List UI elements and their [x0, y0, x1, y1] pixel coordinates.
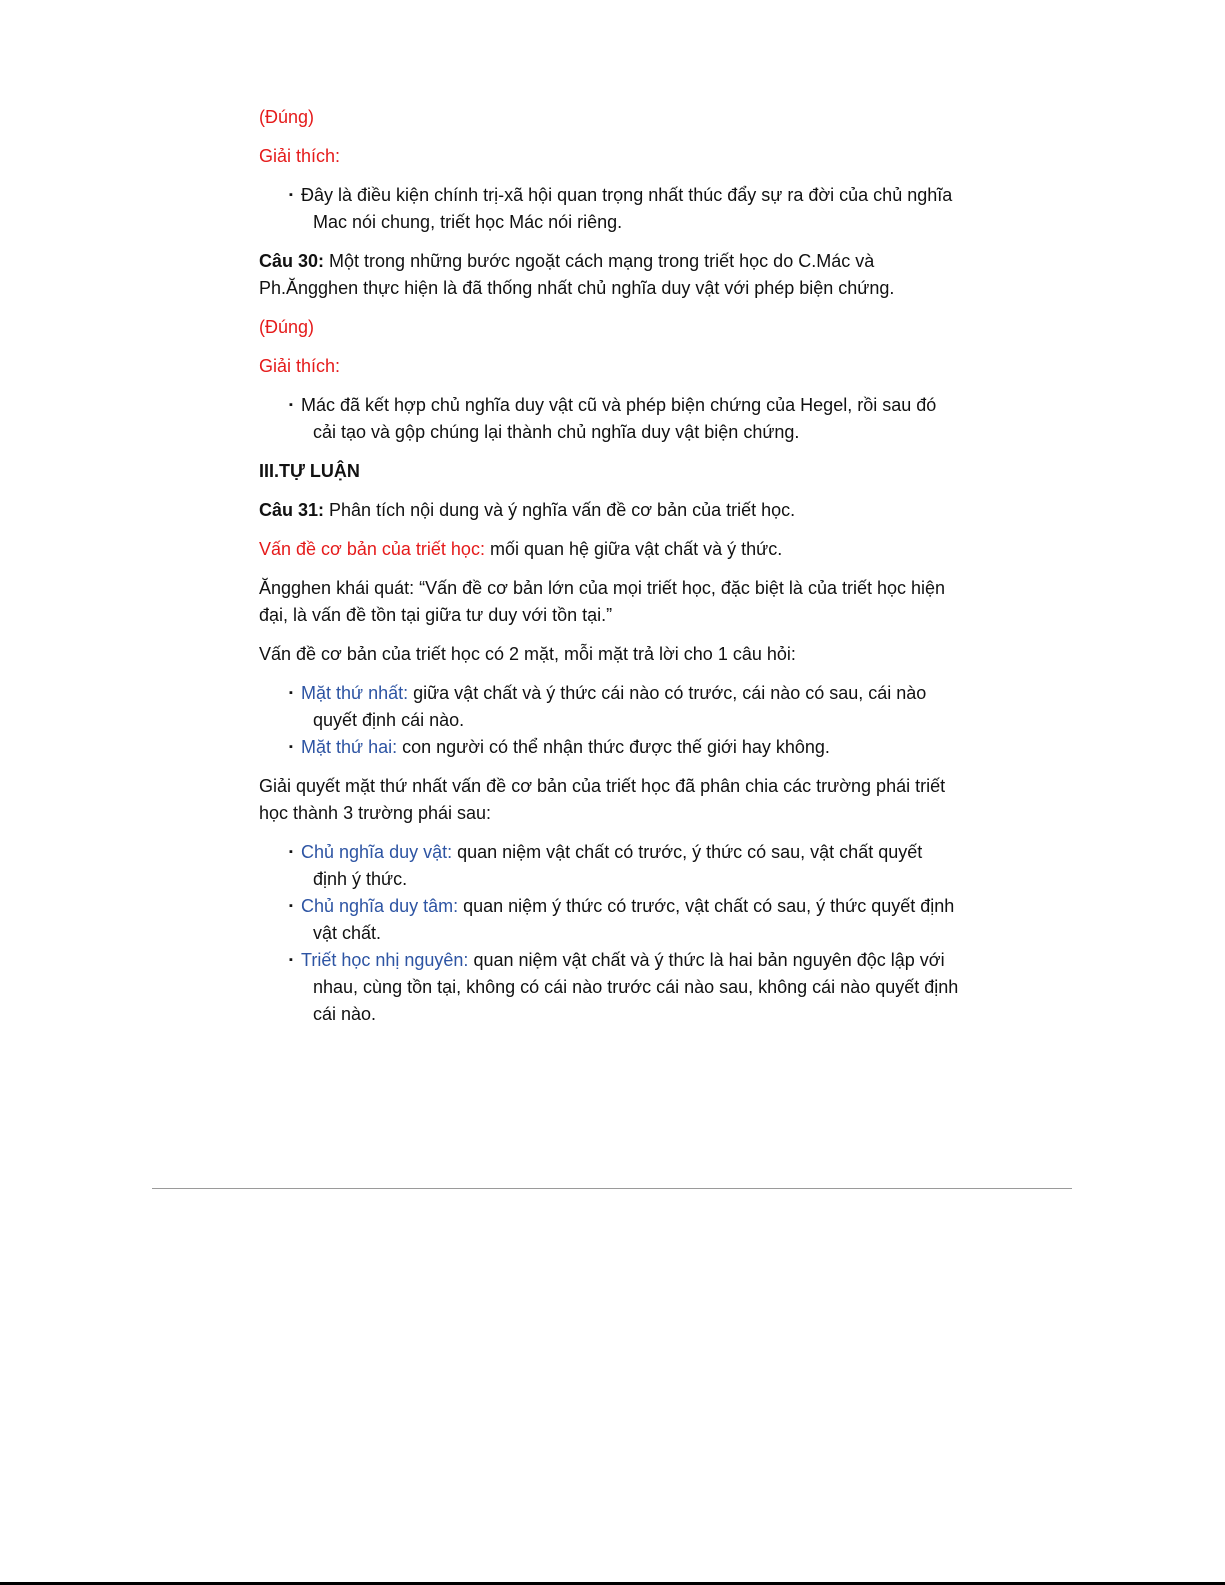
dualism-label: Triết học nhị nguyên: [301, 950, 469, 970]
explanation-label-2: Giải thích: [259, 356, 341, 376]
bullet-icon: ▪ [289, 954, 293, 966]
engels-quote: Ăngghen khái quát: “Vấn đề cơ bản lớn của mọi triết học, đặc biệt là của triết học hiện đại, là vấn đề tồn tại giữa tư duy với tồn tại.” [259, 578, 946, 625]
question-30-label: Câu 30: [259, 251, 325, 271]
list-item [259, 839, 959, 893]
explanation-list-2 [259, 392, 959, 446]
list-item [259, 680, 959, 734]
bullet-icon: ▪ [289, 687, 293, 699]
question-30 [259, 248, 959, 302]
basic-problem-text: mối quan hệ giữa vật chất và ý thức. [484, 539, 783, 559]
basic-problem [259, 536, 959, 563]
bullet-icon: ▪ [289, 900, 293, 912]
side-1-text: giữa vật chất và ý thức cái nào có trước, cái nào có sau, cái nào quyết định cái nào. [313, 683, 927, 730]
two-sides-list [259, 680, 959, 761]
bullet-icon: ▪ [289, 846, 293, 858]
two-sides-intro: Vấn đề cơ bản của triết học có 2 mặt, mỗi mặt trả lời cho 1 câu hỏi: [259, 644, 796, 664]
section-heading: III.TỰ LUẬN [259, 461, 360, 481]
materialism-label: Chủ nghĩa duy vật: [301, 842, 453, 862]
page-break-divider [152, 1188, 1072, 1189]
explanation-list-1 [259, 182, 959, 236]
question-31-label: Câu 31: [259, 500, 325, 520]
list-item [259, 893, 959, 947]
explanation-label-1: Giải thích: [259, 146, 341, 166]
basic-problem-label: Vấn đề cơ bản của triết học: [259, 539, 485, 559]
side-1-label: Mặt thứ nhất: [301, 683, 409, 703]
bullet-icon: ▪ [289, 741, 293, 753]
schools-list [259, 839, 959, 1028]
answer-true-2: (Đúng) [259, 317, 315, 337]
bullet-icon: ▪ [289, 399, 293, 411]
side-2-label: Mặt thứ hai: [301, 737, 398, 757]
side-2-text: con người có thể nhận thức được thế giới hay không. [397, 737, 830, 757]
answer-true-1: (Đúng) [259, 107, 315, 127]
materialism-text: quan niệm vật chất có trước, ý thức có sau, vật chất quyết định ý thức. [313, 842, 923, 889]
list-item: ▪ Đây là điều kiện chính trị-xã hội quan trọng nhất thúc đẩy sự ra đời của chủ nghĩa Mac nói chung, triết học Mác nói riêng. [259, 182, 959, 236]
schools-intro: Giải quyết mặt thứ nhất vấn đề cơ bản của triết học đã phân chia các trường phái triết học thành 3 trường phái sau: [259, 776, 946, 823]
question-31 [259, 497, 959, 524]
list-item [259, 947, 959, 1028]
question-31-text: Phân tích nội dung và ý nghĩa vấn đề cơ bản của triết học. [324, 500, 796, 520]
dualism-text: quan niệm vật chất và ý thức là hai bản nguyên độc lập với nhau, cùng tồn tại, không có cái nào trước cái nào sau, không cái nào quyết định cái nào. [313, 950, 959, 1024]
bullet-icon: ▪ [289, 189, 293, 201]
question-30-text: Một trong những bước ngoặt cách mạng trong triết học do C.Mác và Ph.Ăngghen thực hiện là đã thống nhất chủ nghĩa duy vật với phép biện chứng. [259, 251, 895, 298]
page-content [259, 104, 959, 1040]
idealism-text: quan niệm ý thức có trước, vật chất có sau, ý thức quyết định vật chất. [313, 896, 955, 943]
idealism-label: Chủ nghĩa duy tâm: [301, 896, 459, 916]
list-item [259, 734, 959, 761]
list-item: ▪ Mác đã kết hợp chủ nghĩa duy vật cũ và phép biện chứng của Hegel, rồi sau đó cải tạo và gộp chúng lại thành chủ nghĩa duy vật biện chứng. [259, 392, 959, 446]
